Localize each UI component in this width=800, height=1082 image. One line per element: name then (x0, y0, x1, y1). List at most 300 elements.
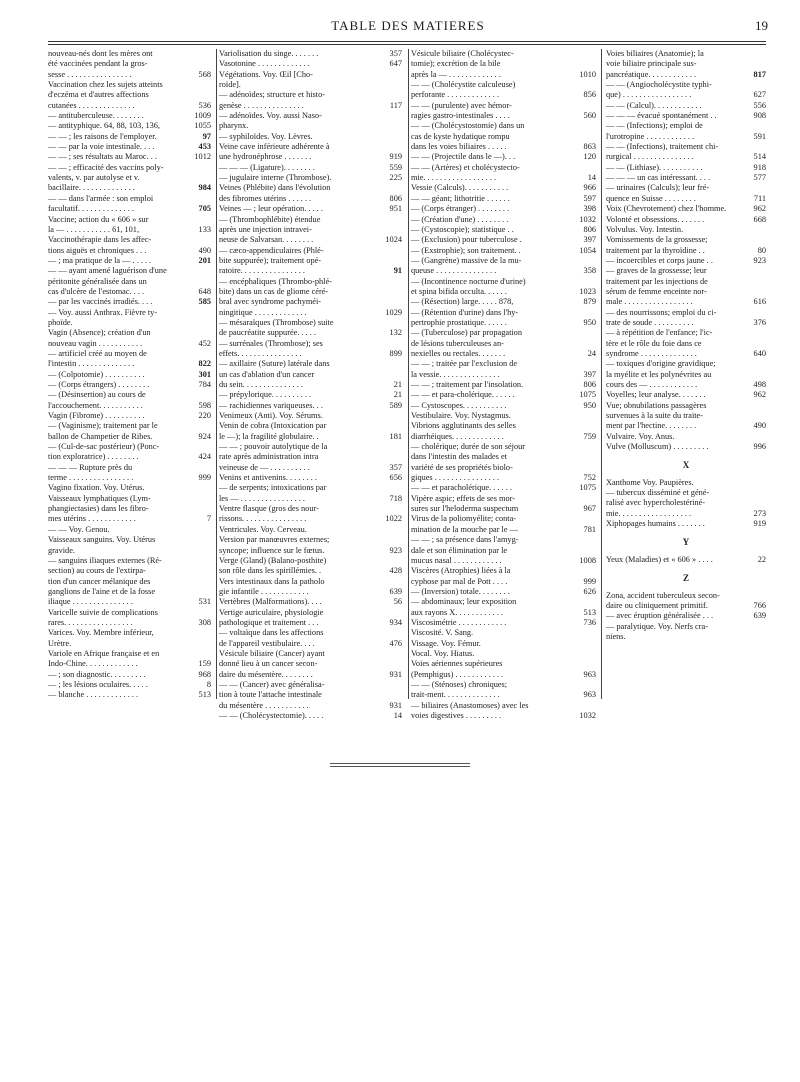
entry-text: traitement par les injections de (606, 276, 708, 286)
index-entry (219, 556, 402, 566)
entry-text: — (Exclusion) pour tuberculose . (411, 235, 522, 245)
entry-page-number: 931 (389, 700, 402, 710)
entry-text: Voies biliaires (Anatomie); la (606, 49, 704, 58)
entry-text: Veines — ; leur opération. . . . . (219, 204, 323, 214)
index-entry (219, 473, 402, 483)
entry-text: (Pemphigus) . . . . . . . . . . . . (411, 669, 504, 679)
index-entry (219, 215, 402, 225)
index-entry (219, 194, 402, 204)
entry-page-number: 14 (393, 711, 402, 720)
index-entry (219, 287, 402, 297)
entry-text: — (Désinsertion) au cours de (48, 390, 146, 400)
index-entry (606, 215, 766, 225)
index-entry (411, 432, 596, 442)
entry-text: nouveau-nés dont les mères ont (48, 49, 153, 58)
index-entry (606, 390, 766, 400)
index-entry (606, 478, 766, 488)
entry-text: — — ; traitée par l'exclusion de (411, 359, 518, 369)
entry-text: Vagin (Absence); création d'un (48, 328, 151, 338)
index-entry (606, 132, 766, 142)
index-entry (606, 277, 766, 287)
index-entry (411, 494, 596, 504)
index-entry (219, 618, 402, 628)
entry-text: — (Création d'une) . . . . . . . . (411, 214, 509, 224)
entry-text: rate après administration intra (219, 452, 319, 462)
entry-text: l'intestin . . . . . . . . . . . . . . (48, 359, 135, 369)
entry-text: terme . . . . . . . . . . . . . . . . (48, 473, 134, 483)
index-entry (606, 70, 766, 80)
entry-text: Vaccinothérapie dans les affec- (48, 235, 152, 245)
entry-text: après la — . . . . . . . . . . . . . (411, 69, 501, 79)
index-entry (411, 287, 596, 297)
entry-text: queuse . . . . . . . . . . . . . . . (411, 266, 497, 276)
index-entry (411, 577, 596, 587)
entry-page-number: 879 (583, 297, 596, 307)
entry-text: après une injection intravei- (219, 224, 312, 234)
entry-text: — (Exstrophie); son traitement. . (411, 245, 521, 255)
entry-page-number: 963 (583, 669, 596, 679)
entry-text: — — ; traitement par l'insolation. (411, 380, 524, 389)
index-entry (411, 628, 596, 638)
entry-text: des fibromes utérins . . . . . . (219, 193, 312, 203)
index-entry (606, 142, 766, 152)
index-entry (411, 297, 596, 307)
index-entry (219, 235, 402, 245)
index-entry (48, 287, 211, 297)
index-entry (219, 132, 402, 142)
entry-page-number: 201 (198, 255, 211, 265)
entry-text: dans les voies biliaires . . . . . (411, 142, 507, 152)
index-entry (411, 608, 596, 618)
entry-page-number: 14 (587, 173, 596, 183)
entry-text: Vagino fixation. Voy. Utérus. (48, 483, 145, 493)
index-entry (411, 328, 596, 338)
index-entry (606, 380, 766, 390)
index-entry (219, 442, 402, 452)
entry-page-number: 133 (198, 224, 211, 234)
entry-text: Indo-Chine. . . . . . . . . . . . . (48, 659, 138, 669)
index-entry (411, 101, 596, 111)
entry-page-number: 752 (583, 473, 596, 483)
entry-text: sérum de femme enceinte nor- (606, 286, 707, 296)
entry-page-number: 21 (393, 380, 402, 389)
entry-page-number: 962 (753, 390, 766, 400)
entry-text: — ; son diagnostic. . . . . . . . . (48, 669, 146, 679)
index-entry (48, 370, 211, 380)
index-entry (48, 442, 211, 452)
entry-text: Vaisseaux sanguins. Voy. Utérus (48, 535, 156, 545)
index-entry (219, 101, 402, 111)
entry-text: — (Rétention d'urine) dans l'hy- (411, 307, 519, 317)
entry-text: — (Cystoscopie); statistique . . (411, 224, 514, 234)
index-entry (219, 411, 402, 421)
entry-page-number: 1032 (579, 214, 596, 224)
entry-page-number: 918 (753, 162, 766, 172)
entry-page-number: 308 (198, 617, 211, 627)
index-entry (606, 632, 766, 642)
entry-text: bacillaire. . . . . . . . . . . . . . (48, 183, 135, 193)
entry-text: — (Vaginisme); traitement par le (48, 421, 158, 431)
index-entry (219, 370, 402, 380)
index-entry (48, 535, 211, 545)
entry-text: facultatif. . . . . . . . . . . . . . (48, 204, 134, 214)
entry-page-number: 597 (583, 193, 596, 203)
entry-text: — incoercibles et corps jaune . . (606, 255, 713, 265)
entry-page-number: 626 (583, 586, 596, 596)
entry-text: de l'appareil vestibulaire. . . . (219, 638, 315, 648)
entry-text: gie infantile . . . . . . . . . . . . (219, 586, 309, 596)
index-entry (48, 308, 211, 318)
index-entry (606, 622, 766, 632)
entry-text: Venins et antivenins. . . . . . . . (219, 473, 317, 483)
entry-page-number: 1008 (579, 555, 596, 565)
entry-page-number: 656 (389, 473, 402, 483)
index-entry (411, 318, 596, 328)
entry-page-number: 668 (753, 214, 766, 224)
entry-text: — — ; ses résultats au Maroc. . . (48, 152, 157, 162)
index-entry (48, 235, 211, 245)
entry-page-number: 513 (198, 690, 211, 700)
index-entry (411, 411, 596, 421)
index-entry (48, 411, 211, 421)
index-entry (48, 204, 211, 214)
entry-page-number: 950 (583, 317, 596, 327)
entry-page-number: 21 (393, 390, 402, 400)
entry-page-number: 627 (753, 90, 766, 100)
index-entry (411, 80, 596, 90)
index-entry (48, 111, 211, 121)
index-entry (606, 349, 766, 359)
index-entry (48, 514, 211, 524)
index-entry (411, 59, 596, 69)
index-entry (48, 194, 211, 204)
entry-page-number: 736 (583, 617, 596, 627)
index-entry (411, 597, 596, 607)
index-entry (48, 628, 211, 638)
index-entry (606, 601, 766, 611)
index-entry (219, 308, 402, 318)
index-entry (606, 555, 766, 565)
entry-text: — rachidiennes variqueuses. . . (219, 400, 323, 410)
entry-text: rissons. . . . . . . . . . . . . . . . (219, 514, 307, 524)
index-entry (411, 649, 596, 659)
entry-text: donné lieu à un cancer secon- (219, 659, 318, 669)
index-entry (411, 659, 596, 669)
index-entry (48, 525, 211, 535)
entry-text: la — . . . . . . . . . . . 61, 101, (48, 224, 140, 234)
entry-page-number: 514 (753, 152, 766, 162)
entry-text: Voies aériennes supérieures (411, 659, 503, 669)
index-entry (219, 690, 402, 700)
entry-text: pharynx. (219, 121, 249, 131)
entry-page-number: 1032 (579, 711, 596, 720)
entry-text: — des nourrissons; emploi du ci- (606, 307, 717, 317)
entry-page-number: 705 (198, 204, 211, 214)
entry-page-number: 220 (198, 411, 211, 421)
entry-text: Vaccination chez les sujets atteints (48, 80, 163, 90)
entry-page-number: 1029 (385, 307, 402, 317)
index-entry (606, 80, 766, 90)
entry-text: Volonté et obsessions. . . . . . . (606, 214, 705, 224)
entry-page-number: 806 (583, 380, 596, 389)
entry-text: mie. . . . . . . . . . . . . . . . . . (606, 508, 692, 518)
entry-page-number: 273 (753, 508, 766, 518)
entry-text: aux rayons X. . . . . . . . . . . . (411, 607, 503, 617)
index-entry (219, 649, 402, 659)
index-entry (606, 498, 766, 508)
index-entry (48, 49, 211, 59)
index-entry (411, 670, 596, 680)
entry-text: cours des — . . . . . . . . . . . . (606, 380, 698, 389)
entry-text: Veines (Phlébite) dans l'évolution (219, 183, 331, 193)
index-entry (48, 649, 211, 659)
index-entry (411, 370, 596, 380)
index-entry (606, 411, 766, 421)
entry-text: Venin de cobra (Intoxication par (219, 421, 327, 431)
index-entry (219, 546, 402, 556)
index-entry (48, 80, 211, 90)
index-entry (411, 504, 596, 514)
entry-page-number: 899 (389, 348, 402, 358)
section-letter-z: Z (682, 573, 689, 584)
index-entry (411, 483, 596, 493)
index-entry (48, 152, 211, 162)
index-entry (48, 266, 211, 276)
column-divider-2 (408, 49, 409, 699)
index-entry (411, 535, 596, 545)
entry-text: — adénoïdes; structure et histo- (219, 90, 325, 100)
entry-text: cutanées . . . . . . . . . . . . . . (48, 100, 135, 110)
entry-page-number: 577 (753, 173, 766, 183)
entry-text: tion d'un cancer mélanique des (48, 576, 151, 586)
entry-text: mucus nasal . . . . . . . . . . . . (411, 555, 502, 565)
entry-text: — — (purulente) avec hémor- (411, 100, 512, 110)
entry-text: — cholérique; durée de son séjour (411, 442, 526, 452)
entry-text: Vagin (Fibrome) . . . . . . . . . . (48, 411, 145, 421)
entry-text: bite suppurée); traitement opé- (219, 255, 322, 265)
entry-text: ment par l'hectine. . . . . . . . (606, 421, 697, 431)
index-entry (411, 194, 596, 204)
entry-text: — — (Infections), traitement chi- (606, 142, 719, 152)
entry-text: effets. . . . . . . . . . . . . . . . (219, 348, 302, 358)
index-entry (606, 204, 766, 214)
entry-text: bite) dans un cas de gliome céré- (219, 286, 329, 296)
entry-text: — encéphaliques (Thrombo-phlé- (219, 276, 332, 286)
index-entry (48, 90, 211, 100)
entry-text: Vessie (Calculs). . . . . . . . . . . (411, 183, 509, 193)
index-entry (48, 215, 211, 225)
entry-text: l'urotropine . . . . . . . . . . . . (606, 131, 695, 141)
entry-text: veineuse de — . . . . . . . . . . (219, 462, 310, 472)
index-entry (219, 173, 402, 183)
index-entry (48, 256, 211, 266)
index-entry (219, 152, 402, 162)
entry-text: iliaque . . . . . . . . . . . . . . . (48, 597, 133, 607)
entry-page-number: 718 (389, 493, 402, 503)
entry-text: ralisé avec hypercholestériné- (606, 498, 706, 508)
index-entry (48, 359, 211, 369)
entry-page-number: 999 (198, 473, 211, 483)
entry-page-number: 950 (583, 400, 596, 410)
index-entry (606, 121, 766, 131)
entry-text: Viscères (Atrophies) liées à la (411, 566, 511, 576)
entry-text: Zona, accident tuberculeux secon- (606, 590, 720, 600)
entry-text: Vasotonine . . . . . . . . . . . . . (219, 59, 310, 69)
entry-page-number: 962 (753, 204, 766, 214)
index-column-4 (606, 49, 766, 709)
entry-text: cas de kyste hydatique rompu (411, 131, 510, 141)
entry-text: Viscosimétrie . . . . . . . . . . . . (411, 617, 507, 627)
entry-text: Xiphopages humains . . . . . . . (606, 519, 705, 529)
entry-page-number: 806 (389, 193, 402, 203)
index-entry (48, 577, 211, 587)
index-entry (411, 266, 596, 276)
index-entry (411, 49, 596, 59)
entry-text: Ventricules. Voy. Cerveau. (219, 524, 307, 534)
index-entry (606, 359, 766, 369)
entry-page-number: 919 (389, 152, 402, 162)
index-entry (219, 225, 402, 235)
entry-page-number: 1023 (579, 286, 596, 296)
index-entry (219, 566, 402, 576)
index-entry (48, 183, 211, 193)
index-entry (219, 701, 402, 711)
entry-text: que) . . . . . . . . . . . . . . . . . (606, 90, 692, 100)
index-entry (48, 463, 211, 473)
index-entry (219, 483, 402, 493)
index-entry (219, 49, 402, 59)
index-entry (411, 90, 596, 100)
index-entry (411, 514, 596, 524)
index-entry (48, 452, 211, 462)
entry-page-number: 996 (753, 442, 766, 452)
index-entry (411, 256, 596, 266)
index-entry (48, 163, 211, 173)
index-entry (606, 318, 766, 328)
entry-text: d'eczéma et d'autres affections (48, 90, 149, 100)
entry-text: — — ; sa présence dans l'amyg- (411, 535, 519, 545)
entry-text: l'accouchement. . . . . . . . . . . (48, 400, 143, 410)
entry-page-number: 766 (753, 600, 766, 610)
entry-text: le —); la fragilité globulaire. . (219, 431, 319, 441)
index-entry (411, 390, 596, 400)
section-letter-y: Y (682, 537, 690, 548)
entry-text: ballon de Champetier de Ribes. (48, 431, 153, 441)
entry-text: Végétations. Voy. Œil [Cho- (219, 69, 313, 79)
index-entry (606, 183, 766, 193)
entry-text: un cas d'ablation d'un cancer (219, 369, 315, 379)
index-entry (219, 463, 402, 473)
entry-text: rurgical . . . . . . . . . . . . . . . (606, 152, 694, 162)
entry-text: — toxiques d'origine gravidique; (606, 359, 716, 369)
entry-text: pathologique et traitement . . . (219, 617, 319, 627)
index-entry (606, 591, 766, 601)
entry-page-number: 640 (753, 348, 766, 358)
entry-text: — — (Cholécystectomie). . . . . (219, 711, 324, 720)
entry-text: la vessie. . . . . . . . . . . . . . . (411, 369, 500, 379)
index-entry (411, 152, 596, 162)
entry-page-number: 22 (757, 554, 766, 564)
entry-text: Ventre flasque (gros des nour- (219, 504, 319, 514)
entry-page-number: 1024 (385, 235, 402, 245)
index-entry (411, 618, 596, 628)
index-entry (411, 380, 596, 390)
entry-page-number: 598 (198, 400, 211, 410)
index-entry (48, 566, 211, 576)
entry-text: — ; ma pratique de la — . . . . . (48, 255, 152, 265)
entry-text: — — Voy. Genou. (48, 524, 110, 534)
entry-text: nexielles ou rectales. . . . . . . (411, 348, 506, 358)
index-entry (219, 628, 402, 638)
entry-text: du sein. . . . . . . . . . . . . . . (219, 380, 303, 389)
index-entry (48, 608, 211, 618)
entry-text: — (Corps étrangers) . . . . . . . . (48, 380, 150, 389)
entry-text: niens. (606, 631, 626, 641)
index-entry (48, 390, 211, 400)
entry-page-number: 1009 (194, 111, 211, 121)
entry-text: — graves de la grossesse; leur (606, 266, 707, 276)
entry-text: — surrénales (Thrombose); ses (219, 338, 323, 348)
entry-page-number: 358 (583, 266, 596, 276)
entry-text: genèse . . . . . . . . . . . . . . . (219, 100, 304, 110)
index-entry (219, 349, 402, 359)
entry-text: — — (Cholécystite calculeuse) (411, 80, 516, 90)
entry-text: trait-ment. . . . . . . . . . . . . . (411, 690, 500, 700)
entry-text: mie. . . . . . . . . . . . . . . . . . (411, 173, 497, 183)
entry-page-number: 397 (583, 235, 596, 245)
index-entry (219, 111, 402, 121)
entry-text: Xanthome Voy. Paupières. (606, 477, 694, 487)
index-entry (606, 370, 766, 380)
entry-page-number: 536 (198, 100, 211, 110)
entry-page-number: 559 (389, 162, 402, 172)
index-entry (219, 121, 402, 131)
index-entry (606, 339, 766, 349)
entry-text: — (Gangrène) massive de la mu- (411, 255, 522, 265)
entry-text: Vertèbres (Malformations). . . . (219, 597, 322, 607)
entry-page-number: 8 (206, 679, 211, 689)
index-entry (606, 152, 766, 162)
entry-text: — — (Cholécystostomie) dans un (411, 121, 525, 131)
entry-text: Vulvaire. Voy. Anus. (606, 431, 675, 441)
entry-text: Vaccine; action du « 606 » sur (48, 214, 149, 224)
index-entry (219, 452, 402, 462)
entry-text: — jugulaire interne (Thrombose). (219, 173, 332, 183)
index-entry (48, 297, 211, 307)
entry-text: — (Colpotomie) . . . . . . . . . . (48, 369, 145, 379)
entry-text: Vésicule biliaire (Cholécystec- (411, 49, 514, 58)
index-entry (219, 514, 402, 524)
index-entry (606, 328, 766, 338)
index-entry (219, 163, 402, 173)
entry-text: du mésentère . . . . . . . . . . . (219, 700, 309, 710)
index-entry (48, 328, 211, 338)
index-entry (606, 421, 766, 431)
index-entry (219, 70, 402, 80)
entry-text: — — et paracholérique. . . . . . (411, 483, 512, 493)
entry-text: — mésaraïques (Thrombose) suite (219, 317, 334, 327)
index-entry (219, 680, 402, 690)
footer-rule (330, 763, 470, 764)
entry-text: — — ; efficacité des vaccins poly- (48, 162, 164, 172)
index-entry (411, 442, 596, 452)
entry-text: tère et le rôle du foie dans ce (606, 338, 702, 348)
index-entry (219, 390, 402, 400)
entry-text: section) au cours de l'extirpa- (48, 566, 146, 576)
index-entry (411, 183, 596, 193)
index-entry (219, 587, 402, 597)
entry-text: — (Inversion) totale. . . . . . . . (411, 586, 510, 596)
